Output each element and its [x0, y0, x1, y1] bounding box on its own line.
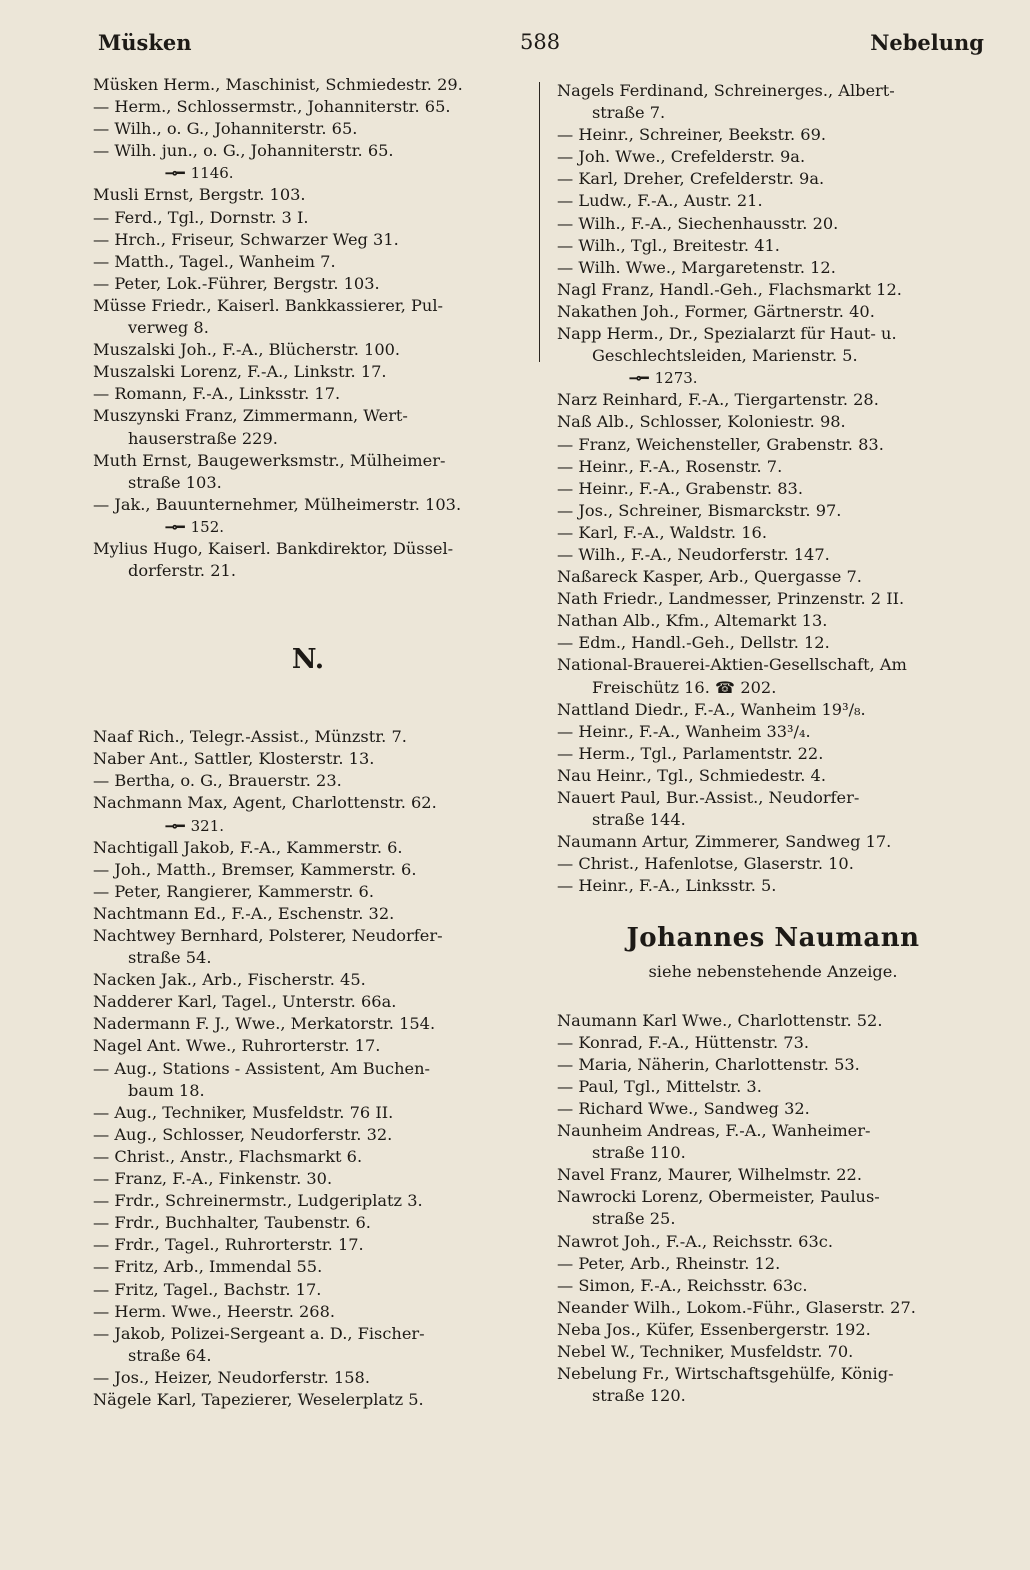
directory-entry: Naaf Rich., Telegr.-Assist., Münzstr. 7. — [93, 727, 407, 747]
directory-entry: Nagl Franz, Handl.-Geh., Flachsmarkt 12. — [557, 279, 902, 299]
telephone-key-icon: ⊸━ — [165, 164, 183, 183]
directory-entry: — Wilh., Tgl., Breitestr. 41. — [557, 235, 780, 255]
directory-entry: — Wilh., o. G., Johanniterstr. 65. — [93, 119, 358, 139]
directory-entry: Müsse Friedr., Kaiserl. Bankkassierer, Pul- — [93, 295, 443, 315]
directory-entry: — Simon, F.-A., Reichsstr. 63c. — [557, 1275, 808, 1295]
section-letter: N. — [291, 644, 325, 676]
telephone-number — [93, 162, 523, 184]
directory-entry: Nebelung Fr., Wirtschaftsgehülfe, König- — [557, 1364, 894, 1384]
page-number: 588 — [520, 30, 561, 54]
directory-entry-continuation: Geschlechtsleiden, Marienstr. 5. — [592, 346, 858, 366]
directory-entry: — Maria, Näherin, Charlottenstr. 53. — [557, 1054, 860, 1074]
directory-entry: — Christ., Anstr., Flachsmarkt 6. — [93, 1146, 363, 1166]
directory-entry-continuation: dorferstr. 21. — [128, 561, 236, 581]
directory-entry: — Fritz, Arb., Immendal 55. — [93, 1257, 323, 1277]
telephone-number — [557, 367, 989, 389]
telephone-number — [93, 815, 523, 837]
directory-entry: — Wilh., F.-A., Siechenhausstr. 20. — [557, 213, 839, 233]
directory-entry-continuation: straße 120. — [592, 1386, 686, 1406]
directory-entry: — Joh., Matth., Bremser, Kammerstr. 6. — [93, 859, 417, 879]
directory-entry: Nachtigall Jakob, F.-A., Kammerstr. 6. — [93, 837, 403, 857]
directory-entry-continuation: straße 54. — [128, 948, 212, 968]
directory-entry: — Franz, Weichensteller, Grabenstr. 83. — [557, 434, 884, 454]
directory-entry: — Franz, F.-A., Finkenstr. 30. — [93, 1169, 333, 1189]
directory-entry: — Frdr., Buchhalter, Taubenstr. 6. — [93, 1213, 371, 1233]
page-header — [90, 30, 990, 64]
directory-entry: — Joh. Wwe., Crefelderstr. 9a. — [557, 147, 806, 167]
directory-entry: — Konrad, F.-A., Hüttenstr. 73. — [557, 1032, 810, 1052]
directory-entry: — Wilh. Wwe., Margaretenstr. 12. — [557, 257, 836, 277]
directory-entry: Naßareck Kasper, Arb., Quergasse 7. — [557, 567, 862, 587]
directory-entry: — Peter, Rangierer, Kammerstr. 6. — [93, 881, 375, 901]
directory-entry: Naß Alb., Schlosser, Koloniestr. 98. — [557, 412, 846, 432]
directory-entry-continuation: straße 144. — [592, 810, 686, 830]
directory-entry: Nath Friedr., Landmesser, Prinzenstr. 2 II. — [557, 589, 905, 609]
directory-entry: Nau Heinr., Tgl., Schmiedestr. 4. — [557, 765, 826, 785]
directory-entry: Müsken Herm., Maschinist, Schmiedestr. 29. — [93, 75, 463, 94]
directory-entry: Nachtwey Bernhard, Polsterer, Neudorfer- — [93, 926, 443, 945]
directory-entry: — Jos., Heizer, Neudorferstr. 158. — [93, 1367, 370, 1387]
directory-entry: — Heinr., F.-A., Wanheim 33³/₄. — [557, 721, 811, 741]
directory-entry: Muth Ernst, Baugewerksmstr., Mülheimer- — [93, 450, 446, 470]
telephone-number-text: 1273. — [654, 369, 698, 388]
directory-entry: Naber Ant., Sattler, Klosterstr. 13. — [93, 749, 375, 769]
telephone-key-icon: ⊸━ — [165, 517, 183, 536]
directory-entry: Nauert Paul, Bur.-Assist., Neudorfer- — [557, 788, 860, 807]
directory-entry: Naumann Karl Wwe., Charlottenstr. 52. — [557, 1010, 883, 1030]
directory-entry: — Jos., Schreiner, Bismarckstr. 97. — [557, 500, 842, 520]
directory-entry: Nawrot Joh., F.-A., Reichsstr. 63c. — [557, 1231, 833, 1251]
directory-entry: Musli Ernst, Bergstr. 103. — [93, 185, 306, 205]
directory-entry-continuation: hauserstraße 229. — [128, 428, 278, 448]
directory-entry: — Edm., Handl.-Geh., Dellstr. 12. — [557, 633, 830, 653]
directory-entry-continuation: baum 18. — [128, 1080, 205, 1100]
directory-entry: — Karl, Dreher, Crefelderstr. 9a. — [557, 169, 825, 189]
right-bottom-entries — [557, 1010, 989, 1408]
directory-entry: — Frdr., Tagel., Ruhrorterstr. 17. — [93, 1235, 364, 1255]
telephone-number-text: 1146. — [190, 164, 234, 183]
directory-entry-continuation: verweg 8. — [128, 318, 209, 338]
directory-entry: — Aug., Stations - Assistent, Am Buchen- — [93, 1058, 430, 1078]
directory-entry: Narz Reinhard, F.-A., Tiergartenstr. 28. — [557, 390, 879, 410]
directory-entry: Nadderer Karl, Tagel., Unterstr. 66a. — [93, 992, 397, 1012]
directory-entry: Nakathen Joh., Former, Gärtnerstr. 40. — [557, 301, 875, 321]
directory-entry: Napp Herm., Dr., Spezialarzt für Haut- u. — [557, 324, 897, 344]
directory-entry: — Jakob, Polizei-Sergeant a. D., Fischer- — [93, 1323, 425, 1343]
directory-entry: Neander Wilh., Lokom.-Führ., Glaserstr. 27. — [557, 1297, 916, 1317]
directory-entry: Mylius Hugo, Kaiserl. Bankdirektor, Düssel- — [93, 538, 454, 558]
directory-entry: — Wilh., F.-A., Neudorferstr. 147. — [557, 544, 830, 564]
header-first-entry: Müsken — [98, 30, 192, 55]
directory-entry-continuation: straße 7. — [592, 103, 666, 123]
directory-entry: Nagels Ferdinand, Schreinerges., Albert- — [557, 81, 895, 100]
directory-entry: Nebel W., Techniker, Musfeldstr. 70. — [557, 1341, 854, 1361]
right-top-entries — [557, 80, 989, 897]
directory-entry: Navel Franz, Maurer, Wilhelmstr. 22. — [557, 1165, 862, 1185]
directory-entry: — Peter, Lok.-Führer, Bergstr. 103. — [93, 273, 380, 293]
directory-entry: — Frdr., Schreinermstr., Ludgeriplatz 3. — [93, 1191, 423, 1211]
directory-entry-continuation: straße 64. — [128, 1345, 212, 1365]
directory-entry: Muszalski Joh., F.-A., Blücherstr. 100. — [93, 340, 401, 360]
directory-entry: — Heinr., Schreiner, Beekstr. 69. — [557, 125, 827, 145]
directory-entry: — Paul, Tgl., Mittelstr. 3. — [557, 1076, 762, 1096]
header-last-entry: Nebelung — [870, 30, 984, 55]
directory-entry: — Fritz, Tagel., Bachstr. 17. — [93, 1279, 322, 1299]
directory-entry: Muszynski Franz, Zimmermann, Wert- — [93, 406, 408, 426]
directory-entry-continuation: straße 110. — [592, 1143, 686, 1163]
directory-entry: — Herm. Wwe., Heerstr. 268. — [93, 1301, 336, 1321]
directory-entry: Nathan Alb., Kfm., Altemarkt 13. — [557, 611, 828, 631]
directory-entry: Naunheim Andreas, F.-A., Wanheimer- — [557, 1121, 871, 1141]
left-n-entries — [93, 726, 523, 1411]
advert-note: siehe nebenstehende Anzeige. — [648, 962, 898, 982]
directory-entry: Nattland Diedr., F.-A., Wanheim 19³/₈. — [557, 699, 866, 719]
directory-entry: — Herm., Tgl., Parlamentstr. 22. — [557, 743, 824, 763]
directory-entry: Muszalski Lorenz, F.-A., Linkstr. 17. — [93, 362, 387, 382]
telephone-number — [93, 516, 523, 538]
directory-entry: Nacken Jak., Arb., Fischerstr. 45. — [93, 970, 366, 990]
directory-entry: Nagel Ant. Wwe., Ruhrorterstr. 17. — [93, 1036, 381, 1056]
directory-entry: Nadermann F. J., Wwe., Merkatorstr. 154. — [93, 1014, 436, 1034]
directory-entry: — Heinr., F.-A., Linksstr. 5. — [557, 876, 777, 896]
directory-entry: — Aug., Schlosser, Neudorferstr. 32. — [93, 1124, 393, 1144]
directory-entry: Nachtmann Ed., F.-A., Eschenstr. 32. — [93, 903, 395, 923]
directory-entry-continuation: Freischütz 16. ☎ 202. — [592, 677, 777, 697]
directory-entry: — Richard Wwe., Sandweg 32. — [557, 1098, 810, 1118]
directory-entry: — Karl, F.-A., Waldstr. 16. — [557, 522, 767, 542]
directory-entry: National-Brauerei-Aktien-Gesellschaft, Am — [557, 655, 907, 675]
directory-entry: — Heinr., F.-A., Grabenstr. 83. — [557, 478, 803, 498]
telephone-number-text: 152. — [190, 517, 225, 536]
left-column — [93, 74, 523, 1411]
directory-entry: — Romann, F.-A., Linksstr. 17. — [93, 384, 341, 404]
directory-entry-continuation: straße 25. — [592, 1209, 676, 1229]
directory-entry: — Hrch., Friseur, Schwarzer Weg 31. — [93, 229, 399, 249]
advert-name: Johannes Naumann — [626, 923, 920, 954]
directory-entry: — Jak., Bauunternehmer, Mülheimerstr. 103. — [93, 494, 462, 514]
directory-entry: — Ludw., F.-A., Austr. 21. — [557, 191, 763, 211]
directory-entry: — Peter, Arb., Rheinstr. 12. — [557, 1253, 781, 1273]
directory-entry: — Herm., Schlossermstr., Johanniterstr. 65. — [93, 97, 451, 117]
directory-entry-continuation: straße 103. — [128, 472, 222, 492]
column-divider — [539, 82, 540, 362]
directory-entry: — Matth., Tagel., Wanheim 7. — [93, 251, 336, 271]
directory-entry: — Heinr., F.-A., Rosenstr. 7. — [557, 456, 783, 476]
directory-entry: — Aug., Techniker, Musfeldstr. 76 II. — [93, 1102, 394, 1122]
directory-entry: — Bertha, o. G., Brauerstr. 23. — [93, 771, 342, 791]
directory-entry: Nachmann Max, Agent, Charlottenstr. 62. — [93, 793, 437, 813]
directory-entry: Naumann Artur, Zimmerer, Sandweg 17. — [557, 832, 892, 852]
telephone-key-icon: ⊸━ — [165, 816, 183, 835]
right-column — [557, 80, 989, 1407]
directory-entry: — Ferd., Tgl., Dornstr. 3 I. — [93, 207, 309, 227]
directory-entry: Neba Jos., Küfer, Essenbergerstr. 192. — [557, 1319, 871, 1339]
left-top-entries — [93, 74, 523, 582]
telephone-key-icon: ⊸━ — [629, 369, 647, 388]
directory-entry: Nägele Karl, Tapezierer, Weselerplatz 5. — [93, 1389, 424, 1409]
directory-entry: — Wilh. jun., o. G., Johanniterstr. 65. — [93, 141, 394, 161]
telephone-number-text: 321. — [190, 816, 225, 835]
directory-entry: Nawrocki Lorenz, Obermeister, Paulus- — [557, 1187, 880, 1207]
directory-entry: — Christ., Hafenlotse, Glaserstr. 10. — [557, 854, 854, 874]
